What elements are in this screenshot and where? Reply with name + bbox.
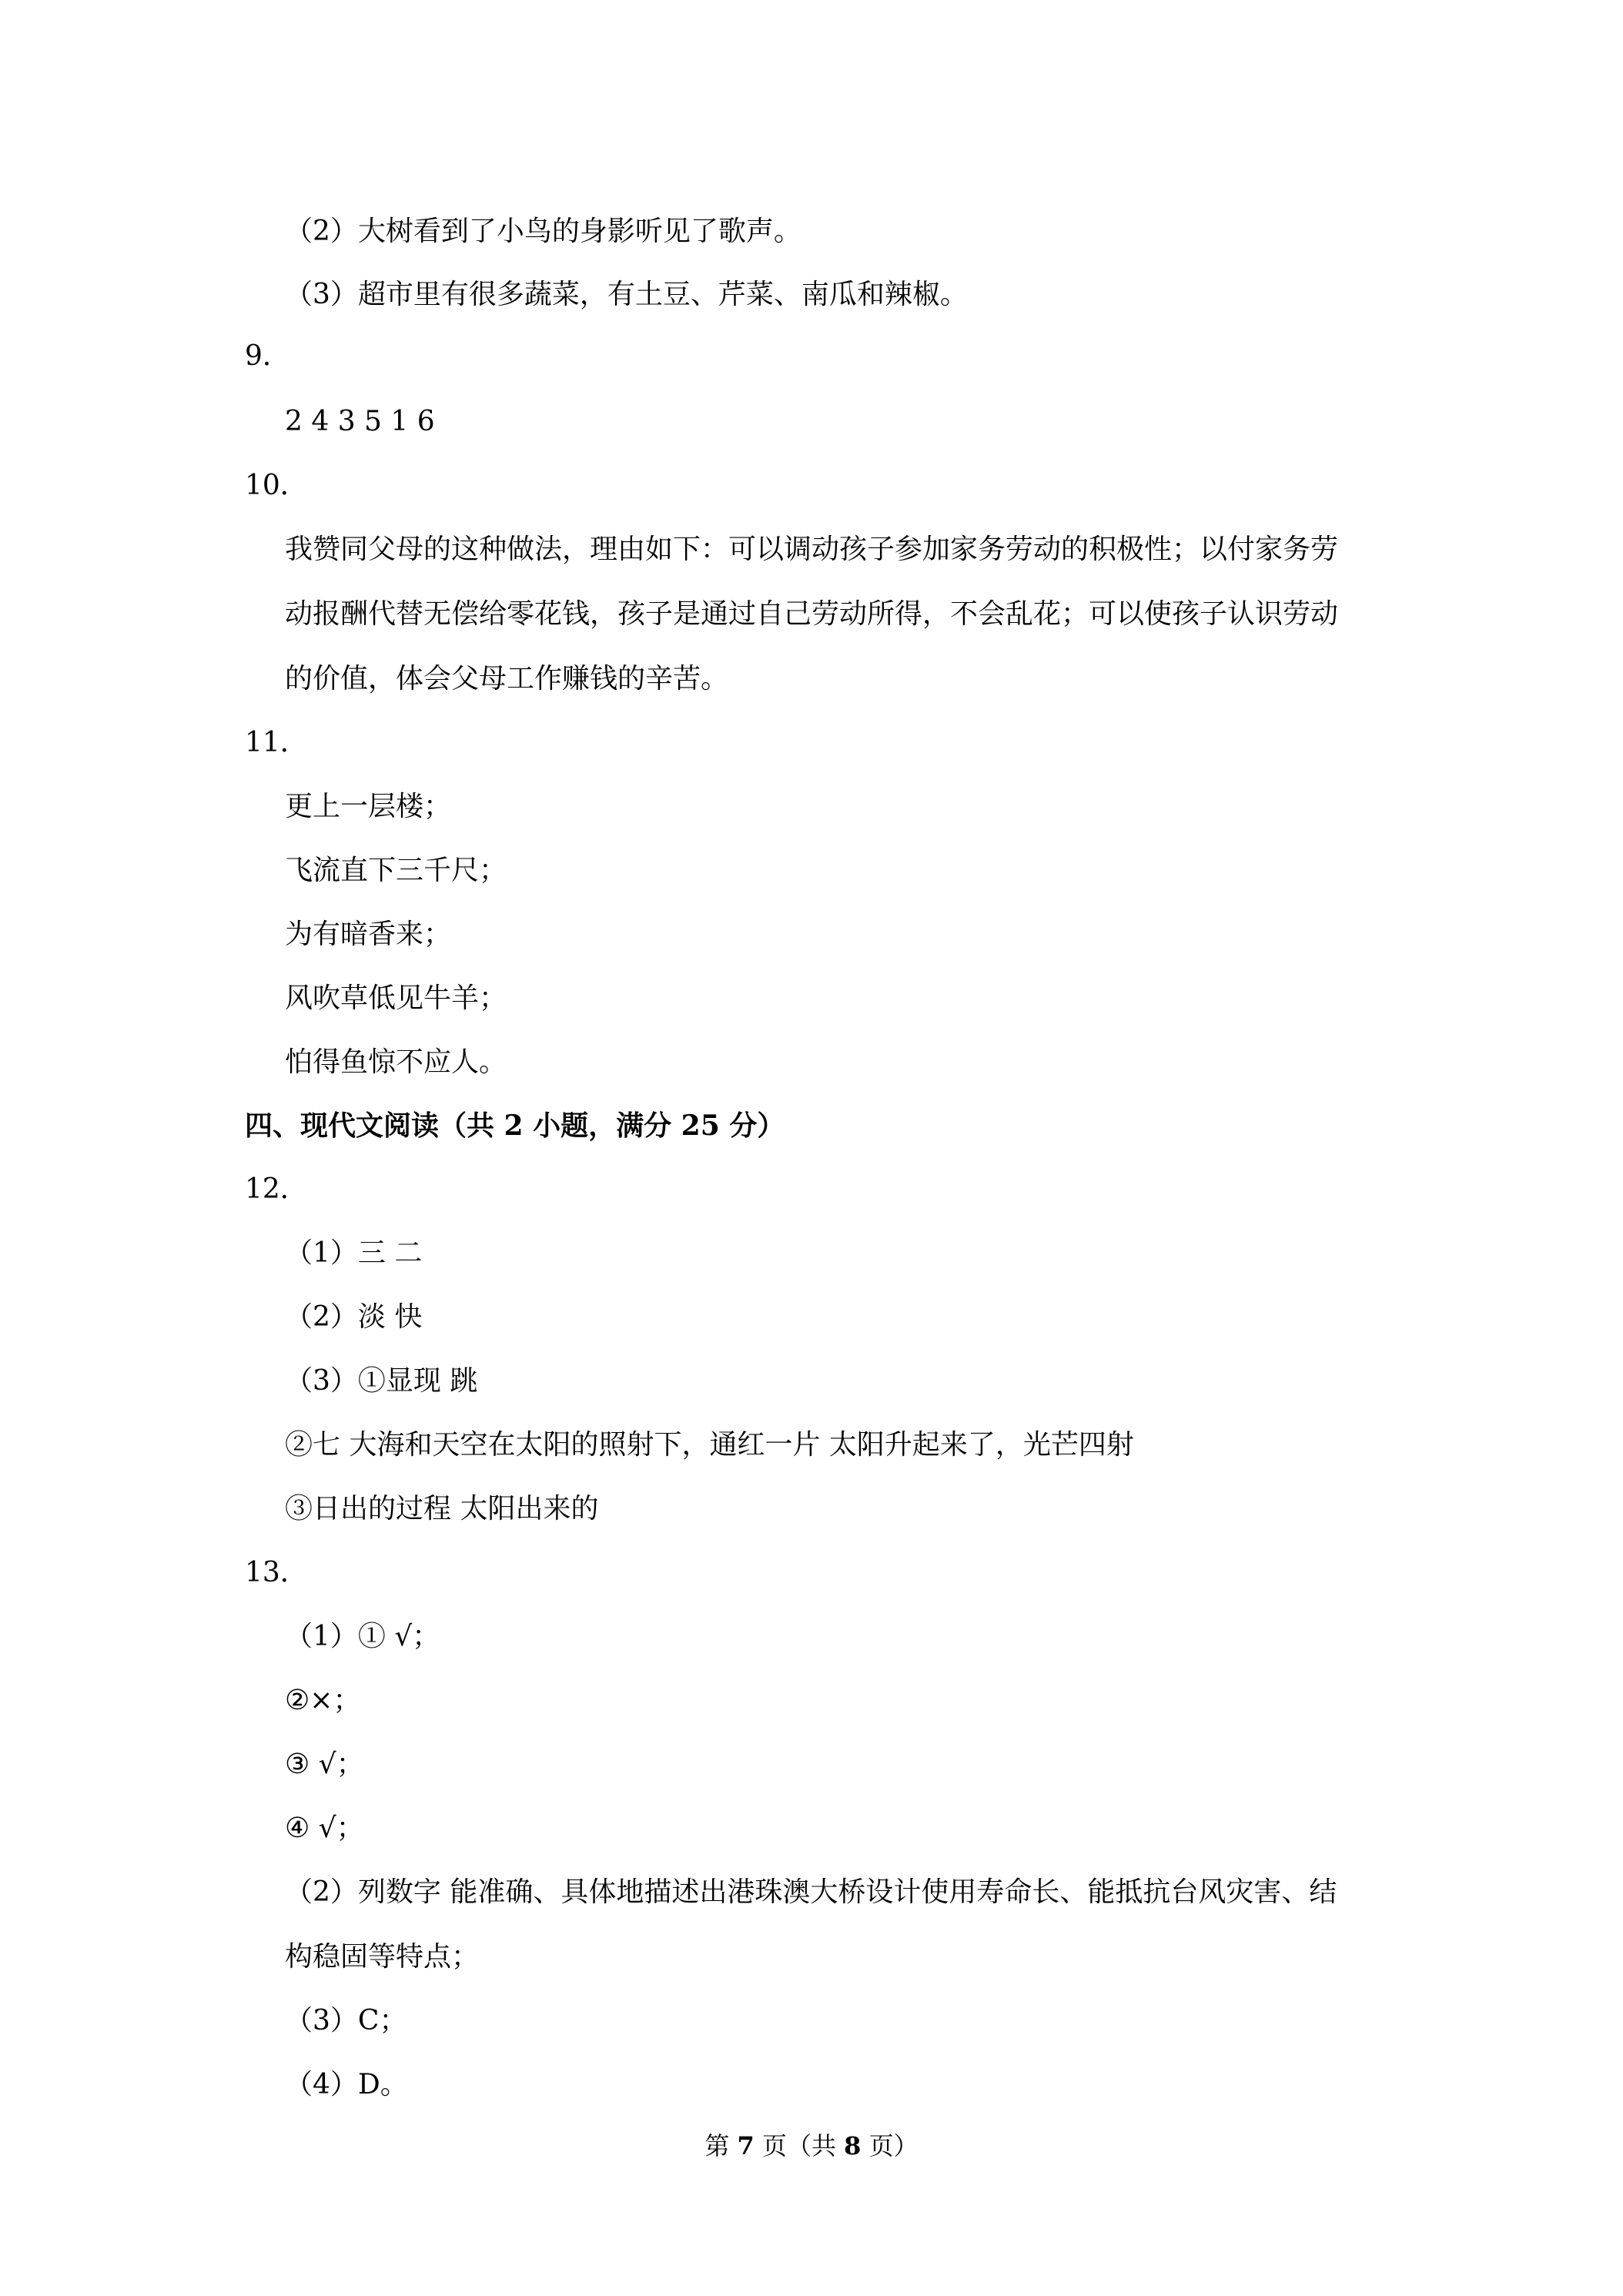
- footer-total-pages: 8: [844, 2131, 862, 2160]
- answer-13-1-2: ②×；: [285, 1685, 361, 1716]
- answer-8-2: （2）大树看到了小鸟的身影听见了歌声。: [285, 216, 801, 247]
- answer-12-3-3: ③日出的过程 太阳出来的: [285, 1493, 599, 1525]
- footer-suffix: 页）: [861, 2131, 919, 2160]
- section-heading-4: 四、现代文阅读（共 2 小题，满分 25 分）: [245, 1110, 785, 1142]
- question-number-13: 13．: [245, 1557, 308, 1588]
- answer-13-2-line-1: （2）列数字 能准确、具体地描述出港珠澳大桥设计使用寿命长、能抵抗台风灾害、结: [285, 1876, 1337, 1908]
- question-number-10: 10．: [245, 470, 308, 501]
- answer-12-3-1: （3）①显现 跳: [285, 1365, 478, 1397]
- question-number-12: 12．: [245, 1173, 308, 1205]
- answer-13-1-3: ③ √；: [285, 1749, 364, 1780]
- answer-10-line-1: 我赞同父母的这种做法，理由如下：可以调动孩子参加家务劳动的积极性；以付家务劳: [285, 534, 1339, 565]
- answer-9: 2 4 3 5 1 6: [285, 406, 435, 437]
- answer-11-line-1: 更上一层楼；: [285, 791, 452, 822]
- question-number-11: 11．: [245, 727, 308, 758]
- answer-11-line-5: 怕得鱼惊不应人。: [285, 1046, 507, 1078]
- answer-12-3-2: ②七 大海和天空在太阳的照射下，通红一片 太阳升起来了，光芒四射: [285, 1429, 1134, 1461]
- answer-10-line-3: 的价值，体会父母工作赚钱的辛苦。: [285, 663, 729, 694]
- answer-13-1-1: （1）① √；: [285, 1621, 440, 1652]
- question-number-9: 9．: [245, 340, 290, 372]
- answer-11-line-3: 为有暗香来；: [285, 919, 452, 950]
- answer-10-line-2: 动报酬代替无偿给零花钱，孩子是通过自己劳动所得，不会乱花；可以使孩子认识劳动: [285, 598, 1339, 630]
- answer-8-3: （3）超市里有很多蔬菜，有土豆、芹菜、南瓜和辣椒。: [285, 279, 968, 310]
- answer-13-4: （4）D。: [285, 2069, 408, 2100]
- answer-13-3: （3）C；: [285, 2005, 407, 2037]
- answer-11-line-4: 风吹草低见牛羊；: [285, 982, 507, 1014]
- answer-13-2-line-2: 构稳固等特点；: [285, 1941, 480, 1973]
- answer-11-line-2: 飞流直下三千尺；: [285, 855, 507, 886]
- answer-13-1-4: ④ √；: [285, 1812, 364, 1844]
- footer-middle: 页（共: [754, 2131, 845, 2160]
- answer-12-2: （2）淡 快: [285, 1301, 423, 1333]
- page-footer: [0, 2131, 1623, 2160]
- footer-prefix: 第: [704, 2131, 738, 2160]
- footer-page-number: 7: [737, 2131, 755, 2160]
- answer-12-1: （1）三 二: [285, 1237, 423, 1269]
